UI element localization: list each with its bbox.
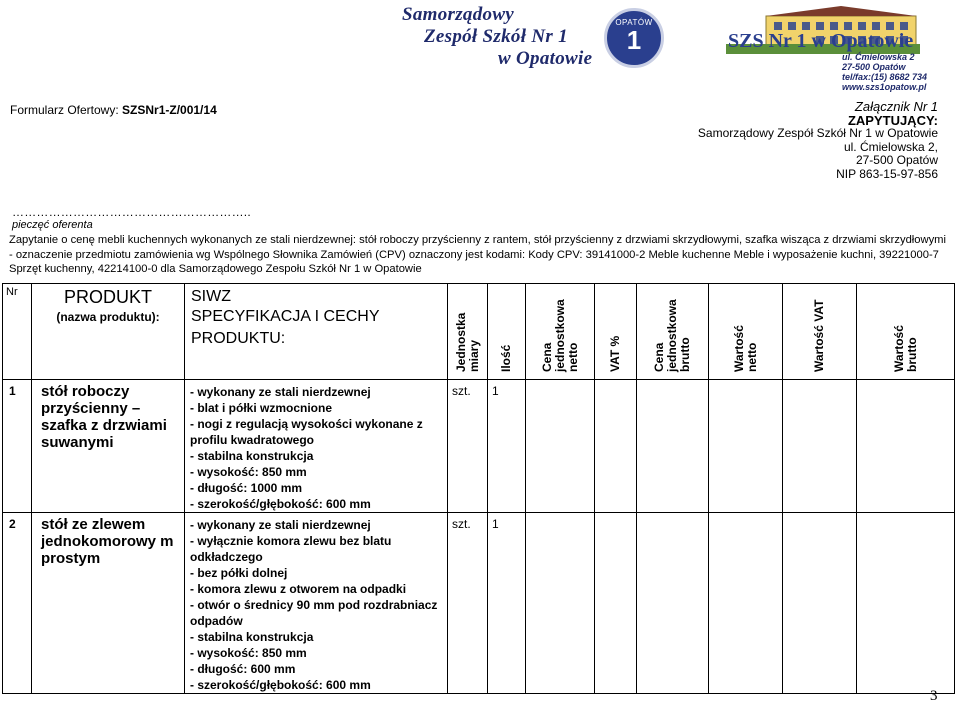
header-spec-line-2: SPECYFIKACJA I CECHY	[191, 308, 380, 325]
ordering-party-block	[698, 100, 938, 181]
page-number: 3	[930, 688, 938, 704]
row-unit: szt.	[448, 380, 488, 513]
address-line: www.szs1opatow.pl	[842, 82, 927, 92]
row-value-gross-cell[interactable]	[857, 380, 955, 513]
ordering-line: ul. Ćmielowska 2,	[843, 139, 938, 154]
spec-line: - otwór o średnicy 90 mm pod rozdrabniacz odpadów	[190, 598, 438, 628]
table-header-row	[3, 284, 955, 380]
header-vat-pct-label: VAT %	[608, 335, 622, 372]
school-name-line-2: Zespół Szkół Nr 1	[424, 26, 568, 47]
spec-line: - blat i półki wzmocnione	[190, 401, 333, 415]
spec-line: - wykonany ze stali nierdzewnej	[190, 518, 371, 532]
ordering-label: ZAPYTUJĄCY:	[847, 112, 938, 128]
form-number: SZSNr1-Z/001/14	[122, 103, 217, 117]
header-vat-pct	[595, 284, 637, 380]
row-vat-cell[interactable]	[595, 513, 637, 694]
table-row	[3, 513, 955, 694]
school-name-line-1: Samorządowy	[402, 4, 515, 25]
spec-line: - wyłącznie komora zlewu bez blatu odkładczego	[190, 534, 392, 564]
seal-number: 1	[626, 25, 642, 55]
header-value-vat	[783, 284, 857, 380]
row-nr: 1	[3, 380, 32, 513]
school-address	[842, 52, 952, 92]
header-value-net	[709, 284, 783, 380]
seal-text: OPATÓW	[615, 18, 653, 27]
opatow-seal-icon	[604, 8, 664, 68]
row-unit-gross-cell[interactable]	[637, 380, 709, 513]
row-value-net-cell[interactable]	[709, 380, 783, 513]
row-spec	[185, 513, 448, 694]
header-product	[32, 284, 185, 380]
school-name-logo	[402, 4, 602, 70]
row-value-vat-cell[interactable]	[783, 380, 857, 513]
attachment-label: Załącznik Nr 1	[854, 99, 938, 114]
ordering-line: 27-500 Opatów	[855, 153, 938, 167]
header-product-title: PRODUKT	[63, 287, 152, 307]
szs-logo: SZS Nr 1 w Opatowie	[728, 30, 914, 52]
row-spec	[185, 380, 448, 513]
row-unit: szt.	[448, 513, 488, 694]
spec-line: - stabilna konstrukcja	[190, 630, 314, 644]
table-row	[3, 380, 955, 513]
header-qty	[488, 284, 526, 380]
header-unit-net	[526, 284, 595, 380]
spec-line: - wysokość: 850 mm	[190, 646, 307, 660]
row-vat-cell[interactable]	[595, 380, 637, 513]
inquiry-description: Zapytanie o cenę mebli kuchennych wykonanych ze stali nierdzewnej: stół roboczy przyścienny z rantem, stół przyścienny z drzwiami skrzydłowymi, szafka wisząca z drzwiami skrzydłowymi - oznaczenie przedmiotu zamówienia wg Wspólnego Słownika Zamówień (CPV) oznaczony jest kodami: Kody CPV: 39141000-2 Meble kuchenne Meble i wyposażenie kuchni, 39221000-7 Sprzęt kuchenny, 42214100-0 dla Samorządowego Zespołu Szkół Nr 1 w Opatowie	[9, 234, 946, 275]
header-spec-line-3: PRODUKTU:	[191, 330, 286, 347]
spec-line: - stabilna konstrukcja	[190, 449, 314, 463]
header-spec	[185, 284, 448, 380]
row-qty: 1	[488, 513, 526, 694]
header-value-gross-label: Wartość brutto	[891, 325, 919, 372]
header-unit-net-label: Cena jednostkowa netto	[539, 299, 580, 372]
school-name-line-3: w Opatowie	[498, 48, 593, 69]
row-unit-gross-cell[interactable]	[637, 513, 709, 694]
header-spec-line-1: SIWZ	[191, 288, 231, 305]
header-value-gross	[857, 284, 955, 380]
ordering-line: Samorządowy Zespół Szkół Nr 1 w Opatowie	[697, 126, 938, 140]
form-title-prefix: Formularz Ofertowy:	[10, 103, 123, 117]
ordering-line: NIP 863-15-97-856	[836, 166, 938, 181]
spec-line: - wykonany ze stali nierdzewnej	[190, 385, 371, 399]
row-qty: 1	[488, 380, 526, 513]
row-value-gross-cell[interactable]	[857, 513, 955, 694]
row-unit-net-cell[interactable]	[526, 513, 595, 694]
header-nr: Nr	[3, 284, 32, 380]
spec-line: - wysokość: 850 mm	[190, 465, 307, 479]
row-unit-net-cell[interactable]	[526, 380, 595, 513]
header-unit-gross	[637, 284, 709, 380]
spec-line: - nogi z regulacją wysokości wykonane z profilu kwadratowego	[190, 417, 423, 447]
row-product: stół roboczy przyścienny – szafka z drzwiami suwanymi	[32, 380, 185, 513]
header-value-vat-label: Wartość VAT	[812, 299, 826, 372]
spec-line: - długość: 600 mm	[190, 662, 296, 676]
spec-line: - szerokość/głębokość: 600 mm	[190, 678, 371, 692]
spec-line: - długość: 1000 mm	[190, 481, 303, 495]
form-title	[10, 103, 217, 117]
stamp-dots: …………………………………………………..	[12, 205, 251, 219]
spec-line: - bez półki dolnej	[190, 566, 288, 580]
spec-line: - szerokość/głębokość: 600 mm	[190, 497, 371, 511]
address-line: ul. Ćmielowska 2	[842, 52, 915, 62]
header-unit-gross-label: Cena jednostkowa brutto	[652, 299, 692, 372]
address-line: tel/fax:(15) 8682 734	[842, 72, 928, 82]
header-unit-label: Jednostka miary	[453, 312, 481, 372]
offer-table	[2, 283, 955, 694]
header-product-sub: (nazwa produktu):	[56, 310, 160, 324]
address-line: 27-500 Opatów	[842, 62, 906, 72]
stamp-label: pieczęć oferenta	[12, 219, 93, 231]
row-product: stół ze zlewem jednokomorowy m prostym	[32, 513, 185, 694]
header-qty-label: Ilość	[499, 344, 513, 372]
row-nr: 2	[3, 513, 32, 694]
header-unit	[448, 284, 488, 380]
header-value-net-label: Wartość netto	[731, 325, 759, 372]
row-value-vat-cell[interactable]	[783, 513, 857, 694]
row-value-net-cell[interactable]	[709, 513, 783, 694]
spec-line: - komora zlewu z otworem na odpadki	[190, 582, 407, 596]
